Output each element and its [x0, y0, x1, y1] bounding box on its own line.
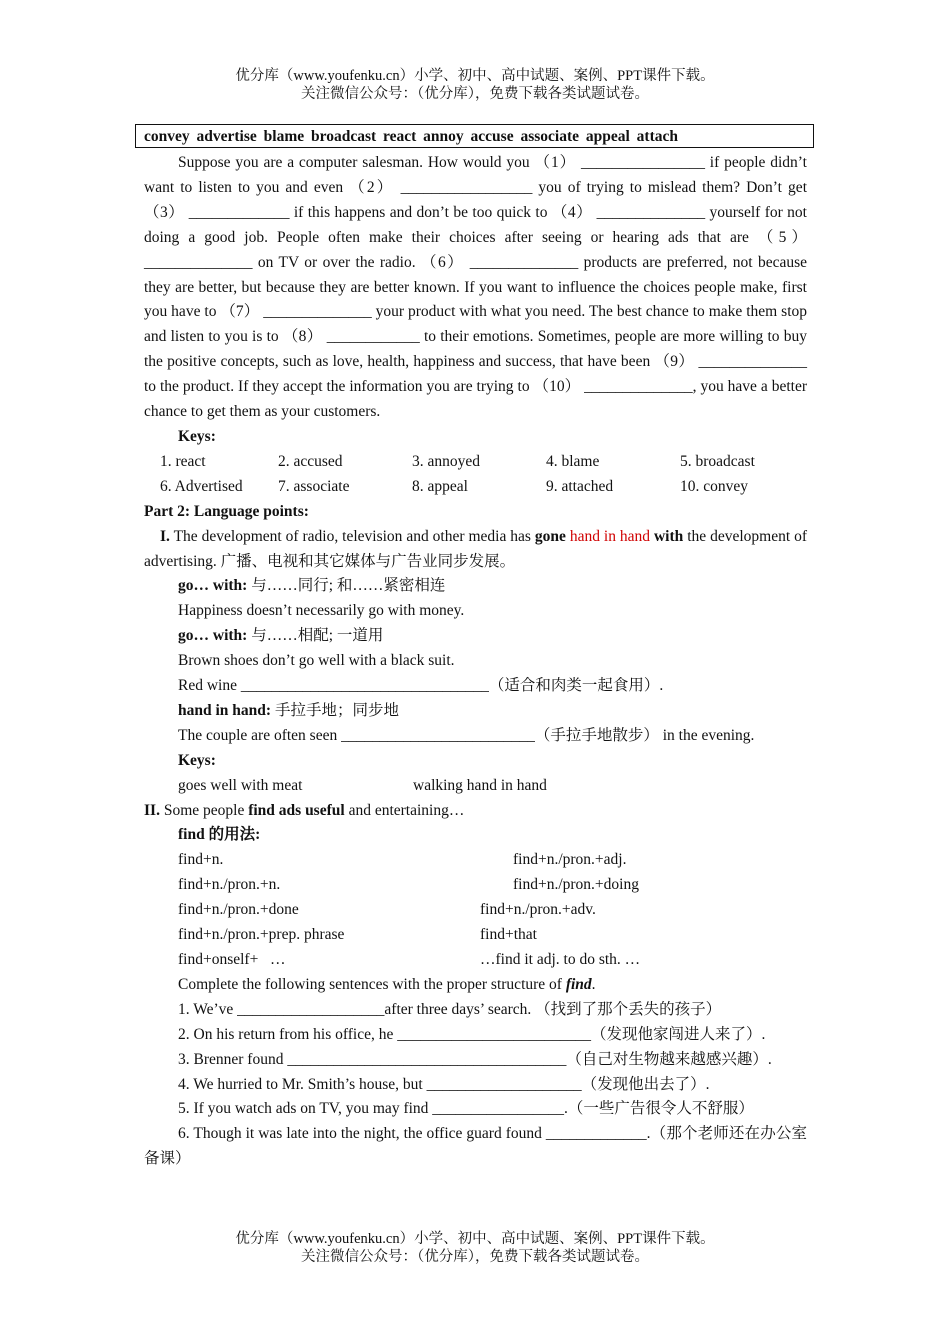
find-usage-left: find+n./pron.+n. [178, 876, 281, 894]
point1-sentence [144, 525, 807, 575]
key-item: 1. react [160, 452, 206, 470]
find-exercise-4: 4. We hurried to Mr. Smith’s house, but ____________________（发现他出去了）. [178, 1075, 710, 1093]
find-usage-right: find+n./pron.+adj. [513, 851, 627, 869]
keys-label: Keys: [178, 427, 216, 445]
find-exercise-3: 3. Brenner found ____________________________________（自己对生物越来越感兴趣）. [178, 1050, 772, 1068]
find-usage-left: find+n. [178, 851, 224, 869]
find-exercise-2: 2. On his return from his office, he _________________________（发现他家闯进人来了）. [178, 1025, 766, 1043]
find-exercise-6: 6. Though it was late into the night, the office guard found _____________.（那个老师还在办公室备课） [144, 1125, 807, 1168]
go-with-meaning-1: 与……同行; 和……紧密相连 [247, 577, 446, 595]
header-line-1: 优分库（www.youfenku.cn）小学、初中、高中试题、案例、PPT课件下载。 [235, 68, 715, 84]
red-wine-exercise: Red wine ________________________________（适合和肉类一起食用）. [178, 677, 664, 695]
point1-gone: gone [534, 527, 566, 545]
hand-in-hand-def [144, 699, 807, 724]
footer-line-1: 优分库（www.youfenku.cn）小学、初中、高中试题、案例、PPT课件下载。 [235, 1231, 715, 1247]
header-line-2: 关注微信公众号：（优分库），免费下载各类试题试卷。 [301, 86, 649, 102]
keys2-answer-a: goes well with meat [178, 776, 303, 794]
hand-in-hand-meaning: 手拉手地；同步地 [271, 701, 399, 719]
point2-post: and entertaining… [344, 801, 465, 819]
find-usage-row [144, 848, 807, 873]
point1-highlight: hand in hand [565, 527, 654, 545]
keys2-row [144, 774, 807, 799]
hand-in-hand-label: hand in hand: [178, 701, 272, 719]
find-usage-left: find+n./pron.+done [178, 901, 299, 919]
find-usage-right: find+n./pron.+doing [513, 876, 639, 894]
page-footer [0, 1230, 950, 1266]
find-instruction-post: . [591, 975, 596, 993]
key-item: 6. Advertised [160, 477, 243, 495]
find-usage-row [144, 923, 807, 948]
point2-pre: Some people [159, 801, 249, 819]
find-usage-row [144, 948, 807, 973]
find-instruction-pre: Complete the following sentences with the proper structure of [178, 975, 566, 993]
point1-pre: The development of radio, television and other media has [169, 527, 535, 545]
key-item: 5. broadcast [680, 452, 755, 470]
go-with-example-2: Brown shoes don’t go well with a black suit. [178, 652, 455, 670]
find-instruction [144, 973, 807, 998]
key-item: 3. annoyed [412, 452, 481, 470]
answer-keys [144, 450, 807, 500]
footer-line-2: 关注微信公众号：（优分库），免费下载各类试题试卷。 [301, 1249, 649, 1265]
keys2-label: Keys: [178, 751, 216, 769]
go-with-label-1: go… with: [178, 577, 248, 595]
point1-with: with [653, 527, 684, 545]
find-usage-left: find+n./pron.+prep. phrase [178, 926, 345, 944]
point2-sentence [144, 799, 807, 824]
find-usage-row [144, 873, 807, 898]
find-usage-right: find+that [480, 926, 537, 944]
find-usage-left: find+onself+ … [178, 951, 286, 968]
go-with-example-1: Happiness doesn’t necessarily go with money. [178, 602, 465, 620]
find-exercise-1: 1. We’ve ___________________after three days’ search. （找到了那个丢失的孩子） [178, 1000, 722, 1018]
point2-bold: find ads useful [248, 801, 345, 819]
go-with-def-1 [144, 574, 807, 599]
key-item: 8. appeal [412, 477, 468, 495]
cloze-passage: Suppose you are a computer salesman. How would you （1） ________________ if people didn’t want to listen to you and even （2） _________________ you of trying to mislead them? Don’t get （3） _____________ if this happens and don’t be too quick to （4） ______________ yourself for not doing a good job. People often make their choices after seeing or hearing ads that are （5） ______________ on TV or over the radio. （6） ______________ products are preferred, not because they are better, but because they are better known. If you want to influence the choices people make, first you have to （7） ______________ your product with what you need. The best chance to make them stop and listen to you is to （8） ____________ to their emotions. Sometimes, people are more willing to buy the positive concepts, such as love, health, happiness and success, that have been （9） ______________ to the product. If they accept the information you are trying to （10） ______________, you have a better chance to get them as your customers. [144, 154, 807, 421]
document-content [144, 151, 807, 1172]
find-usage-right: find+n./pron.+adv. [480, 901, 596, 919]
point1-post: the development of advertising. 广播、电视和其它媒体与广告业同步发展。 [144, 527, 807, 570]
part2-title: Part 2: Language points: [144, 502, 309, 520]
key-item: 4. blame [546, 452, 600, 470]
find-usage-row [144, 898, 807, 923]
page-header [0, 67, 950, 103]
key-item: 10. convey [680, 477, 749, 495]
find-instruction-word: find [565, 975, 592, 993]
find-exercise-5: 5. If you watch ads on TV, you may find _________________.（一些广告很令人不舒服） [178, 1100, 754, 1118]
go-with-def-2 [144, 624, 807, 649]
go-with-label-2: go… with: [178, 627, 248, 645]
find-usage-title: find 的用法: [178, 826, 261, 844]
find-usage-right: …find it adj. to do sth. … [480, 951, 641, 968]
key-item: 7. associate [278, 477, 350, 495]
keys2-answer-b: walking hand in hand [413, 776, 547, 794]
key-item: 2. accused [278, 452, 343, 470]
word-bank-box: convey advertise blame broadcast react annoy accuse associate appeal attach [135, 124, 814, 148]
point1-number: I. [160, 527, 170, 545]
go-with-meaning-2: 与……相配; 一道用 [247, 627, 384, 645]
couple-exercise: The couple are often seen _________________________（手拉手地散步） in the evening. [178, 726, 755, 744]
key-item: 9. attached [546, 477, 614, 495]
point2-number: II. [144, 801, 160, 819]
